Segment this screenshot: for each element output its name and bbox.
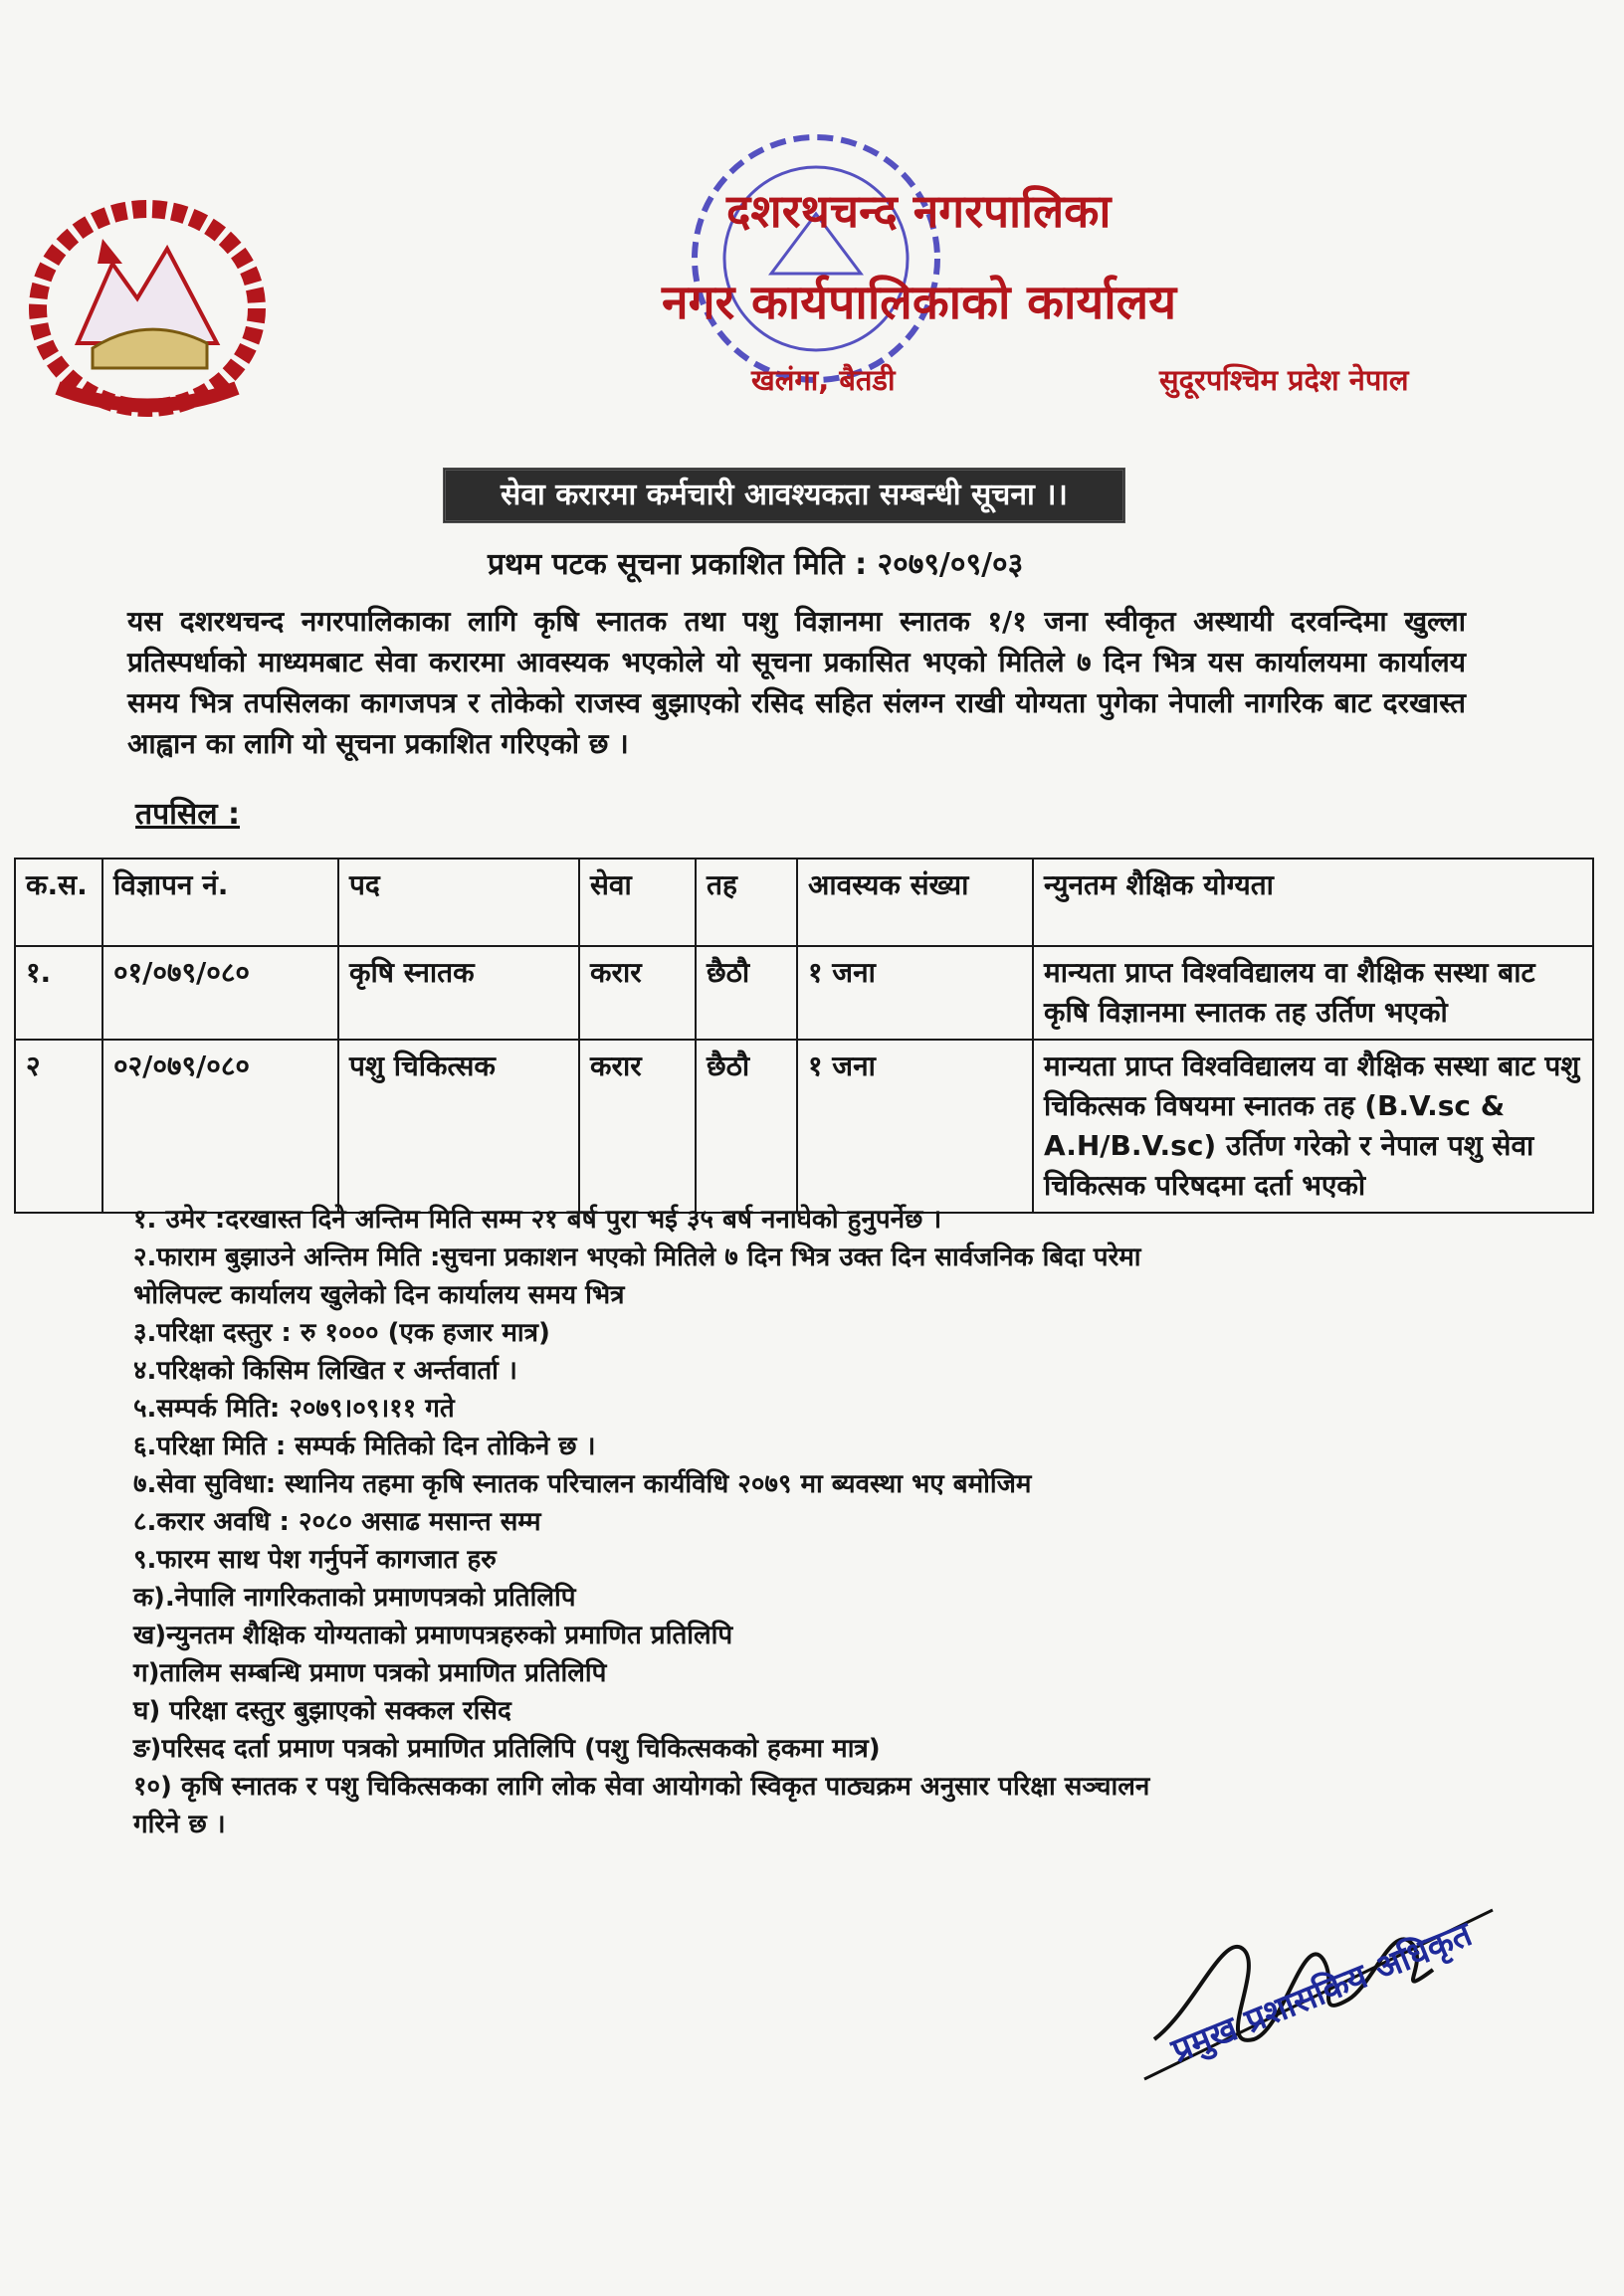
province-name: सुदूरपश्चिम प्रदेश नेपाल <box>1159 363 1409 397</box>
list-item: गरिने छ । <box>133 1810 226 1839</box>
office-name: नगर कार्यपालिकाको कार्यालय <box>662 275 1177 330</box>
list-item: ५.सम्पर्क मिति: २०७९।०९।११ गते <box>133 1394 455 1424</box>
col-header-sn: क.स. <box>15 859 102 946</box>
cell-post: पशु चिकित्सक <box>338 1040 579 1213</box>
office-address: खलंगा, बैतडी <box>751 363 896 397</box>
list-item: ९.फारम साथ पेश गर्नुपर्ने कागजात हरु <box>133 1545 497 1575</box>
list-item: ङ)परिसद दर्ता प्रमाण पत्रको प्रमाणित प्रतिलिपि (पशु चिकित्सकको हकमा मात्र) <box>133 1734 881 1764</box>
office-stamp-icon <box>677 124 955 393</box>
col-header-post: पद <box>338 859 579 946</box>
publish-date: प्रथम पटक सूचना प्रकाशित मिति : २०७९/०९/०३ <box>488 547 1024 582</box>
list-item: घ) परिक्षा दस्तुर बुझाएको सक्कल रसिद <box>133 1696 511 1726</box>
cell-service: करार <box>579 946 696 1040</box>
details-heading: तपसिल : <box>135 797 240 832</box>
table-row <box>15 946 1593 1040</box>
list-item: १. उमेर :दरखास्त दिने अन्तिम मिति सम्म २१ बर्ष पुरा भई ३५ बर्ष ननाघेको हुनुपर्नेछ । <box>133 1205 942 1235</box>
nepal-emblem-icon <box>18 194 277 423</box>
col-header-qualification: न्युनतम शैक्षिक योग्यता <box>1033 859 1593 946</box>
col-header-service: सेवा <box>579 859 696 946</box>
cell-service: करार <box>579 1040 696 1213</box>
cell-qualification: मान्यता प्राप्त विश्वविद्यालय वा शैक्षिक सस्था बाट कृषि विज्ञानमा स्नातक तह उर्तिण भएको <box>1033 946 1593 1040</box>
municipality-name: दशरथचन्द नगरपालिका <box>726 184 1112 238</box>
list-item: ख)न्युनतम शैक्षिक योग्यताको प्रमाणपत्रहरुको प्रमाणित प्रतिलिपि <box>133 1621 733 1650</box>
intro-paragraph: यस दशरथचन्द नगरपालिकाका लागि कृषि स्नातक तथा पशु विज्ञानमा स्नातक १/१ जना स्वीकृत अस्थायी दरवन्दिमा खुल्ला प्रतिस्पर्धाको माध्यमबाट सेवा करारमा आवस्यक भएकोले यो सूचना प्रकासित भएको मितिले ७ दिन भित्र यस कार्यालयमा कार्यालय समय भित्र तपसिलका कागजपत्र र तोकेको राजस्व बुझाएको रसिद सहित संलग्न राखी योग्यता पुगेका नेपाली नागरिक बाट दरखास्त आह्वान का लागि यो सूचना प्रकाशित गरिएको छ । <box>127 605 1466 760</box>
cell-required-count: १ जना <box>797 1040 1033 1213</box>
table-header-row <box>15 859 1593 946</box>
list-item: ७.सेवा सुविधा: स्थानिय तहमा कृषि स्नातक परिचालन कार्यविधि २०७९ मा ब्यवस्था भए बमोजिम <box>133 1469 1032 1499</box>
cell-required-count: १ जना <box>797 946 1033 1040</box>
list-item: ६.परिक्षा मिति : सम्पर्क मितिको दिन तोकिने छ । <box>133 1432 596 1461</box>
col-header-level: तह <box>696 859 797 946</box>
list-item: २.फाराम बुझाउने अन्तिम मिति :सुचना प्रकाशन भएको मितिले ७ दिन भित्र उक्त दिन सार्वजनिक बिदा परेमा <box>133 1243 1141 1272</box>
list-item: ग)तालिम सम्बन्धि प्रमाण पत्रको प्रमाणित प्रतिलिपि <box>133 1658 607 1688</box>
cell-sn: १. <box>15 946 102 1040</box>
cell-level: छैठौ <box>696 946 797 1040</box>
table-row <box>15 1040 1593 1213</box>
list-item: ३.परिक्षा दस्तुर : रु १००० (एक हजार मात्र) <box>133 1318 550 1348</box>
cell-sn: २ <box>15 1040 102 1213</box>
cell-level: छैठौ <box>696 1040 797 1213</box>
list-item: क).नेपालि नागरिकताको प्रमाणपत्रको प्रतिलिपि <box>133 1583 576 1613</box>
vacancy-table <box>14 858 1594 1214</box>
list-item: ८.करार अवधि : २०८० असाढ मसान्त सम्म <box>133 1507 541 1537</box>
notice-title: सेवा करारमा कर्मचारी आवश्यकता सम्बन्धी सूचना ।। <box>443 468 1125 523</box>
cell-adv-no: ०१/०७९/०८० <box>102 946 338 1040</box>
cell-post: कृषि स्नातक <box>338 946 579 1040</box>
col-header-required-count: आवस्यक संख्या <box>797 859 1033 946</box>
col-header-adv-no: विज्ञापन नं. <box>102 859 338 946</box>
list-item: १०) कृषि स्नातक र पशु चिकित्सकका लागि लोक सेवा आयोगको स्विकृत पाठ्यक्रम अनुसार परिक्षा सञ्चालन <box>133 1772 1150 1802</box>
list-item: ४.परिक्षको किसिम लिखित र अर्न्तवार्ता । <box>133 1356 517 1386</box>
list-item: भोलिपल्ट कार्यालय खुलेको दिन कार्यालय समय भित्र <box>133 1280 625 1310</box>
cell-adv-no: ०२/०७९/०८० <box>102 1040 338 1213</box>
signatory-title: प्रमुख प्रशासकिय अधिकृत <box>1165 1914 1478 2071</box>
cell-qualification: मान्यता प्राप्त विश्वविद्यालय वा शैक्षिक सस्था बाट पशु चिकित्सक विषयमा स्नातक तह (B.V.sc & A.H/B.V.sc) उर्तिण गरेको र नेपाल पशु सेवा चिकित्सक परिषदमा दर्ता भएको <box>1033 1040 1593 1213</box>
